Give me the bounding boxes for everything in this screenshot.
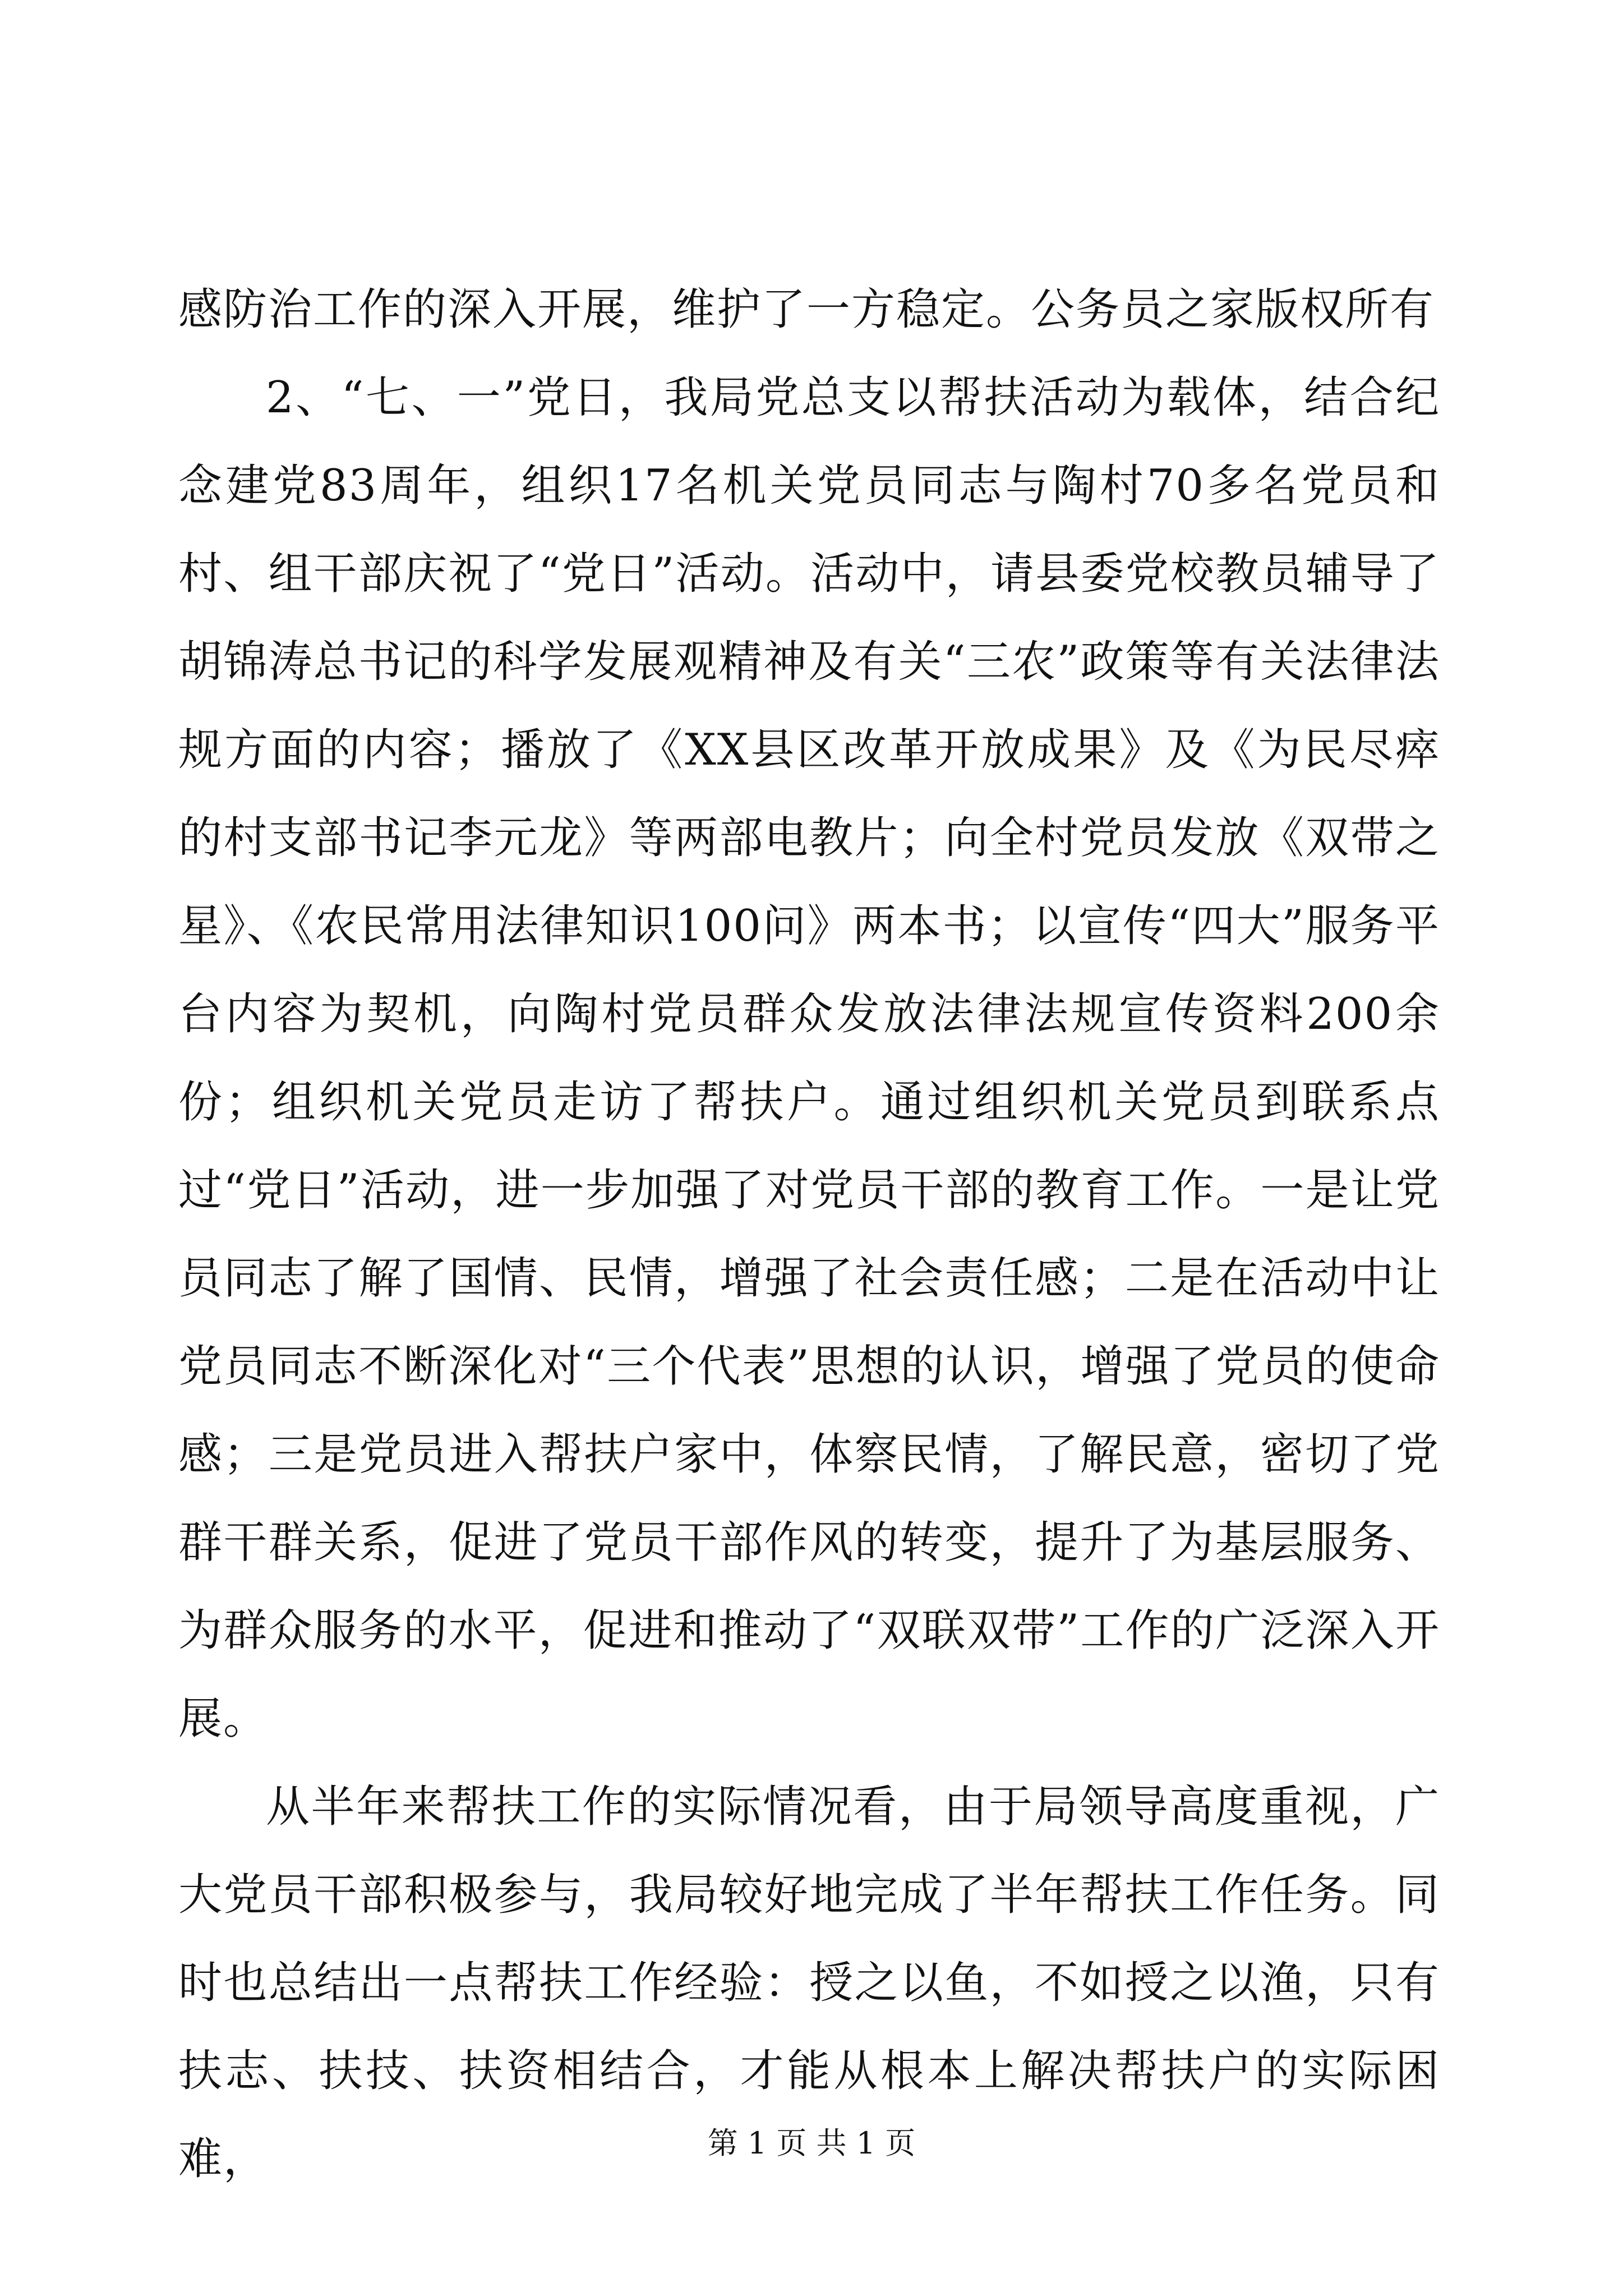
document-body (178, 266, 1440, 2203)
paragraph-party-day: 2、“七、一”党日，我局党总支以帮扶活动为载体，结合纪念建党83周年，组织17名机关党员同志与陶村70多名党员和村、组干部庆祝了“党日”活动。活动中，请县委党校教员辅导了胡锦涛总书记的科学发展观精神及有关“三农”政策等有关法律法规方面的内容；播放了《XX县区改革开放成果》及《为民尽瘁的村支部书记李元龙》等两部电教片；向全村党员发放《双带之星》、《农民常用法律知识100问》两本书；以宣传“四大”服务平台内容为契机，向陶村党员群众发放法律法规宣传资料200余份；组织机关党员走访了帮扶户。通过组织机关党员到联系点过“党日”活动，进一步加强了对党员干部的教育工作。一是让党员同志了解了国情、民情，增强了社会责任感；二是在活动中让党员同志不断深化对“三个代表”思想的认识，增强了党员的使命感；三是党员进入帮扶户家中，体察民情，了解民意，密切了党群干群关系，促进了党员干部作风的转变，提升了为基层服务、为群众服务的水平，促进和推动了“双联双带”工作的广泛深入开展。 (178, 372, 1440, 1744)
paragraph-summary: 从半年来帮扶工作的实际情况看，由于局领导高度重视，广大党员干部积极参与，我局较好地完成了半年帮扶工作任务。同时也总结出一点帮扶工作经验：授之以鱼，不如授之以渔，只有扶志、扶技、扶资相结合，才能从根本上解决帮扶户的实际困难， (178, 1782, 1440, 2184)
page-footer: 第 1 页 共 1 页 (707, 2125, 916, 2161)
paragraph-continuation: 感防治工作的深入开展，维护了一方稳定。公务员之家版权所有 (178, 284, 1435, 335)
